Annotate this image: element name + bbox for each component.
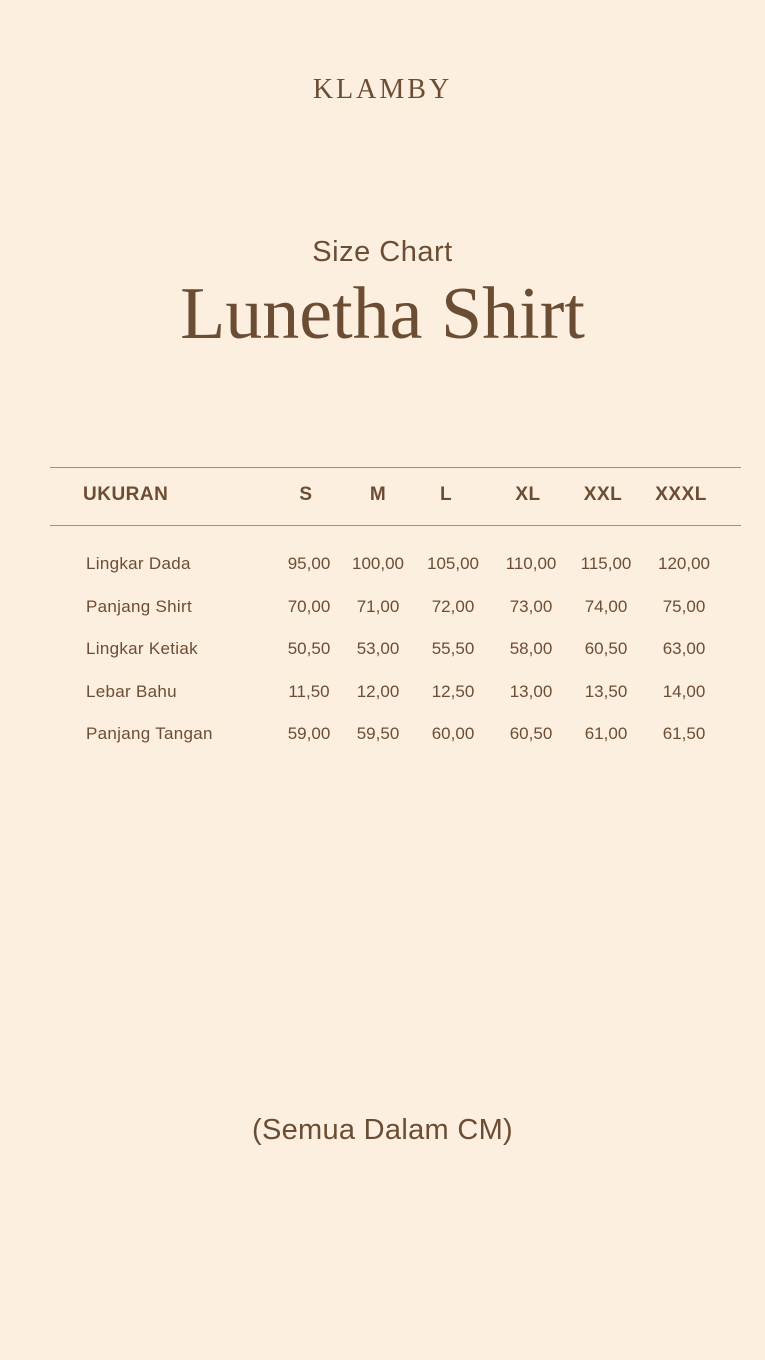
units-note: (Semua Dalam CM): [251, 1114, 513, 1146]
table-cell: 59,00: [287, 724, 331, 743]
table-cell: 12,00: [356, 682, 400, 701]
table-cell: 75,00: [662, 597, 706, 616]
table-cell: 60,50: [584, 639, 628, 658]
page-subtitle: Size Chart: [312, 236, 453, 268]
table-cell: 95,00: [287, 554, 331, 573]
table-cell: 70,00: [287, 597, 331, 616]
table-cell: 55,50: [431, 639, 475, 658]
table-cell: 58,00: [509, 639, 553, 658]
table-cell: 13,00: [509, 682, 553, 701]
table-row: [0, 682, 765, 706]
table-cell: 115,00: [580, 554, 632, 573]
table-row: [0, 597, 765, 621]
page-title: Lunetha Shirt: [180, 273, 585, 355]
table-cell: 12,50: [431, 682, 475, 701]
table-header-divider: [50, 525, 741, 526]
header-size-xxl: XXL: [583, 484, 623, 505]
table-cell: 72,00: [431, 597, 475, 616]
row-label: Panjang Shirt: [86, 597, 192, 616]
brand-logo: KLAMBY: [312, 74, 453, 105]
table-cell: 63,00: [662, 639, 706, 658]
header-size-xl: XL: [515, 484, 541, 505]
table-cell: 61,00: [584, 724, 628, 743]
table-row: [0, 639, 765, 663]
table-cell: 71,00: [356, 597, 400, 616]
table-cell: 53,00: [356, 639, 400, 658]
table-cell: 59,50: [356, 724, 400, 743]
table-cell: 60,00: [431, 724, 475, 743]
row-label: Lingkar Dada: [86, 554, 191, 573]
row-label: Panjang Tangan: [86, 724, 213, 743]
table-cell: 105,00: [427, 554, 479, 573]
table-cell: 60,50: [509, 724, 553, 743]
header-size-m: M: [369, 484, 387, 505]
table-cell: 74,00: [584, 597, 628, 616]
table-cell: 100,00: [352, 554, 404, 573]
table-row: [0, 554, 765, 578]
header-size-l: L: [439, 484, 453, 505]
table-cell: 11,50: [288, 682, 330, 701]
table-cell: 50,50: [287, 639, 331, 658]
header-size-s: S: [299, 484, 313, 505]
table-top-divider: [50, 467, 741, 468]
header-ukuran: UKURAN: [83, 484, 169, 505]
table-cell: 73,00: [509, 597, 553, 616]
table-cell: 110,00: [505, 554, 557, 573]
row-label: Lingkar Ketiak: [86, 639, 198, 658]
table-row: [0, 724, 765, 748]
table-cell: 14,00: [662, 682, 706, 701]
header-size-xxxl: XXXL: [655, 484, 707, 505]
table-cell: 13,50: [584, 682, 628, 701]
table-header-row: [0, 484, 765, 510]
table-cell: 120,00: [658, 554, 710, 573]
table-cell: 61,50: [662, 724, 706, 743]
row-label: Lebar Bahu: [86, 682, 177, 701]
